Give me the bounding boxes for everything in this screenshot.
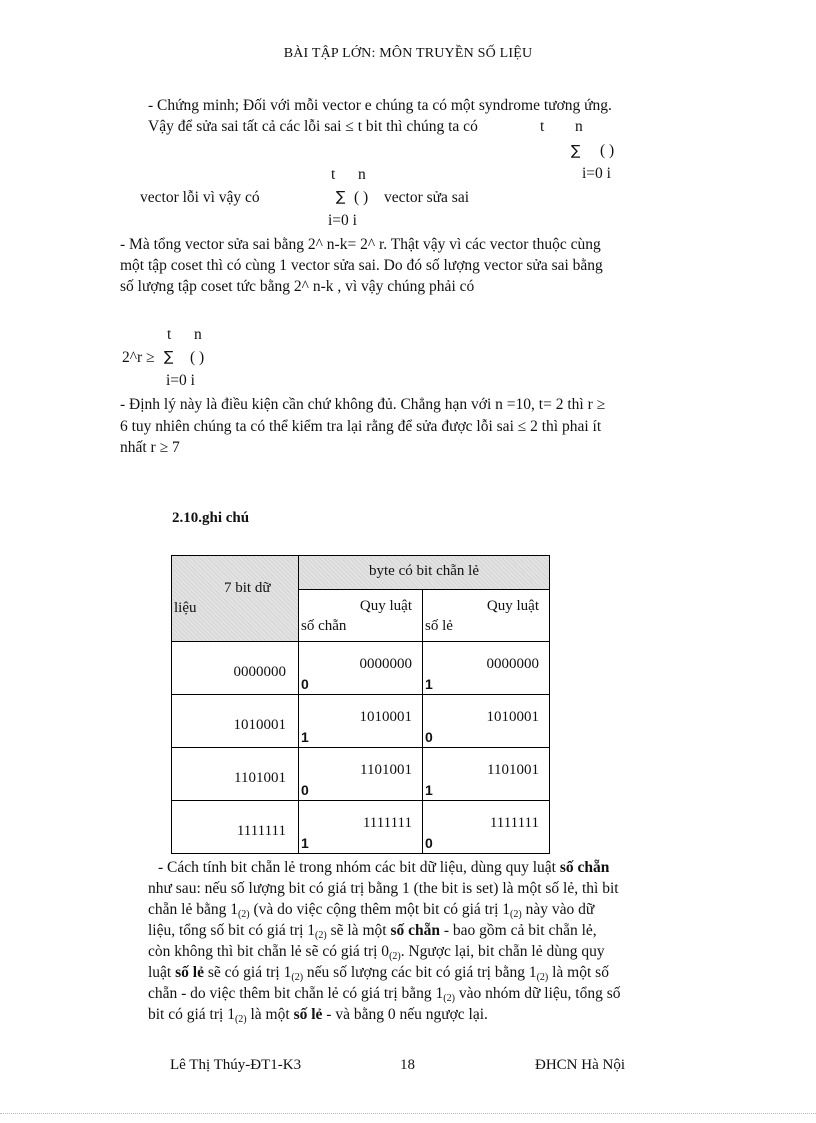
sum2-bottom: i=0 i <box>328 212 357 229</box>
ineq-bottom: i=0 i <box>166 372 195 389</box>
ineq-sigma: ∑ <box>164 349 174 365</box>
parity-line-5: còn không thì bit chẵn lẻ sẽ có giá trị $0_{(2)}$. Ngược lại, bit chẵn lẻ dùng quy <box>148 943 605 962</box>
sum2-paren: ( ) <box>354 189 369 206</box>
para2-line-3: số lượng tập coset tức bằng 2^ n-k , vì vậy chúng phải có <box>120 278 475 295</box>
sum1-bottom: i=0 i <box>582 165 611 182</box>
sum1-sigma: ∑ <box>571 143 581 159</box>
sum2-top2: n <box>358 166 366 183</box>
parity-line-7: chẵn - do việc thêm bit chẵn lẻ có giá trị bằng $1_{(2)}$ vào nhóm dữ liệu, tổng số <box>148 985 621 1004</box>
data-cell: 1101001 <box>172 748 299 801</box>
ineq-paren: ( ) <box>190 349 205 366</box>
sum1-top: t <box>540 118 545 135</box>
para3-line-3: nhất r ≥ 7 <box>120 439 180 456</box>
page-edge-divider <box>0 1113 816 1114</box>
ineq-lhs: 2^r ≥ <box>122 349 155 366</box>
header-data-bits: 7 bit dữ liệu <box>172 556 299 642</box>
even-cell: 1010001 1 <box>299 695 423 748</box>
odd-cell: 1010001 0 <box>423 695 550 748</box>
data-cell: 1010001 <box>172 695 299 748</box>
parity-line-1: - Cách tính bit chẵn lẻ trong nhóm các bit dữ liệu, dùng quy luật số chẵn <box>158 859 610 876</box>
sum2-sigma: ∑ <box>336 189 346 205</box>
sum2-top: t <box>331 166 336 183</box>
odd-cell: 0000000 1 <box>423 642 550 695</box>
proof-line-1: - Chứng minh; Đối với mỗi vector e chúng ta có một syndrome tương ứng. <box>148 97 612 114</box>
even-cell: 0000000 0 <box>299 642 423 695</box>
para3-line-2: 6 tuy nhiên chúng ta có thể kiểm tra lại rằng để sửa được lỗi sai ≤ 2 thì phai ít <box>120 418 602 435</box>
parity-line-8: bit có giá trị $1_{(2)}$ là một số lẻ - và bằng 0 nếu ngược lại. <box>148 1006 488 1025</box>
page-header: BÀI TẬP LỚN: MÔN TRUYỀN SỐ LIỆU <box>283 46 533 61</box>
ineq-top2: n <box>194 326 202 343</box>
odd-cell: 1111111 0 <box>423 801 550 854</box>
footer-page-number: 18 <box>400 1057 415 1073</box>
footer-school: ĐHCN Hà Nội <box>535 1057 625 1073</box>
header-odd-rule: Quy luật số lẻ <box>423 590 550 642</box>
proof-line-2: Vậy để sửa sai tất cả các lỗi sai ≤ t bit thì chúng ta có <box>148 118 478 135</box>
even-cell: 1111111 1 <box>299 801 423 854</box>
table-row <box>172 695 550 748</box>
table-row <box>172 748 550 801</box>
parity-line-2: như sau: nếu số lượng bit có giá trị bằng 1 (the bit is set) là một số lẻ, thì bit <box>148 880 619 897</box>
sum1-top2: n <box>575 118 583 135</box>
footer-author: Lê Thị Thúy-ĐT1-K3 <box>170 1057 302 1073</box>
data-cell: 1111111 <box>172 801 299 854</box>
even-cell: 1101001 0 <box>299 748 423 801</box>
section-title: 2.10.ghi chú <box>172 510 250 526</box>
parity-table <box>171 555 550 854</box>
ineq-top: t <box>167 326 172 343</box>
parity-line-4: liệu, tổng số bit có giá trị $1_{(2)}$ sẽ là một số chẵn - bao gồm cả bit chẵn lẻ, <box>148 922 597 941</box>
header-even-rule: Quy luật số chẵn <box>299 590 423 642</box>
para2-line-1: - Mà tổng vector sửa sai bằng 2^ n-k= 2^ r. Thật vậy vì các vector thuộc cùng <box>120 236 601 253</box>
proof-line-3: vector lỗi vì vậy có <box>140 189 260 206</box>
sum2-post: vector sửa sai <box>384 189 470 206</box>
parity-line-3: chẵn lẻ bằng $1_{(2)}$ (và do việc cộng thêm một bit có giá trị $1_{(2)}$ này vào dữ <box>148 901 595 920</box>
para3-line-1: - Định lý này là điều kiện cần chứ không đủ. Chẳng hạn với n =10, t= 2 thì r ≥ <box>120 396 606 413</box>
table-row <box>172 801 550 854</box>
header-parity-byte: byte có bit chẵn lẻ <box>299 556 550 590</box>
sum1-paren: ( ) <box>600 142 615 159</box>
para2-line-2: một tập coset thì có cùng 1 vector sửa sai. Do đó số lượng vector sửa sai bằng <box>120 257 603 274</box>
parity-line-6: luật số lẻ sẽ có giá trị $1_{(2)}$ nếu số lượng các bit có giá trị bằng $1_{(2)}$ là một số <box>148 964 609 983</box>
table-row <box>172 642 550 695</box>
data-cell: 0000000 <box>172 642 299 695</box>
odd-cell: 1101001 1 <box>423 748 550 801</box>
